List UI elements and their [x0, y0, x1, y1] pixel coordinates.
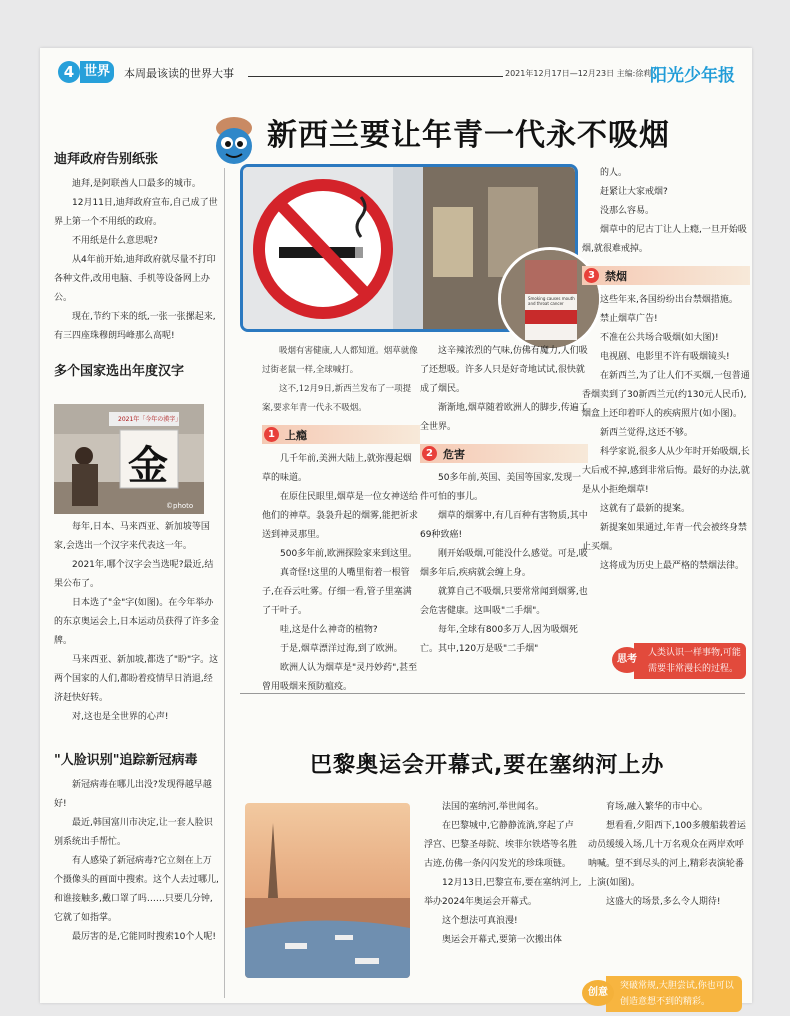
paragraph: 12月13日,巴黎宣布,要在塞纳河上,举办2024年奥运会开幕式。: [424, 878, 582, 907]
think-box: [612, 643, 746, 679]
paragraph: 哇,这是什么神奇的植物?: [280, 625, 378, 635]
paragraph: 在原住民眼里,烟草是一位女神送给他们的神草。袅袅升起的烟雾,能把祈求送到神灵那里。: [262, 492, 418, 540]
section-label: 世界: [80, 61, 114, 83]
mascot-icon: [206, 112, 262, 168]
paragraph: 就算自己不吸烟,只要常常闻到烟雾,也会危害健康。这叫吸"二手烟"。: [420, 587, 588, 616]
paragraph: 的人。: [600, 168, 628, 178]
paragraph: 现在,节约下来的纸,一张一张摞起来,有三四座珠穆朗玛峰那么高呢!: [54, 312, 216, 341]
think-tag: 思考: [612, 647, 642, 673]
article-title-face-id: "人脸识别"追踪新冠病毒: [54, 753, 198, 768]
paragraph: 几千年前,美洲大陆上,就弥漫起烟草的味道。: [262, 454, 412, 483]
paris-col1: [424, 798, 582, 950]
paragraph: 刚开始吸烟,可能没什么感觉。可是,吸烟多年后,疾病就会缠上身。: [420, 549, 588, 578]
paragraph: 法国的塞纳河,举世闻名。: [442, 802, 544, 812]
pack-warning-text: Smoking causes mouth and throat cancer: [528, 296, 575, 306]
paragraph: 不用纸是什么意思呢?: [72, 236, 158, 246]
paragraph: 从4年前开始,迪拜政府就尽量不打印各种文件,改用电脑、手机等设备网上办公。: [54, 255, 216, 303]
section-number: 4: [58, 61, 80, 83]
paragraph: 日本选了"金"字(如图)。在今年举办的东京奥运会上,日本运动员获得了许多金牌。: [54, 598, 219, 646]
paragraph: 这就有了最新的提案。: [600, 504, 691, 514]
article-separator: [240, 693, 745, 694]
paragraph: 每年,全球有800多万人,因为吸烟死亡。其中,120万是吸"二手烟": [420, 625, 578, 654]
paragraph: 在新西兰,为了让人们不买烟,一包普通香烟卖到了30新西兰元(约130元人民币),烟盒上还印着吓人的疾病照片(如小图)。: [582, 371, 750, 419]
subhead-harm: [420, 444, 588, 463]
paragraph: 赶紧让大家戒烟?: [600, 187, 668, 197]
paragraph: 这将成为历史上最严格的禁烟法律。: [600, 561, 745, 571]
header-subtitle: 本周最该读的世界大事: [124, 67, 234, 80]
brand-logo: 阳光少年报: [650, 66, 735, 86]
paris-article-title: 巴黎奥运会开幕式,要在塞纳河上办: [310, 753, 665, 778]
think-text: 人类认识一样事物,可能需要非常漫长的过程。: [634, 643, 746, 679]
hanzi-character: 金: [128, 442, 168, 489]
paragraph: 不准在公共场合吸烟(如大图)!: [600, 333, 719, 343]
paragraph: 马来西亚、新加坡,都选了"盼"字。这两个国家的人们,都盼着疫情早日消退,经济赶快好转。: [54, 655, 219, 703]
paragraph: 渐渐地,烟草随着欧洲人的脚步,传遍了全世界。: [420, 403, 588, 432]
paragraph: 科学家说,很多人从少年时开始吸烟,长大后戒不掉,感到非常后悔。最好的办法,就是从小拒绝烟草!: [582, 447, 750, 495]
main-col1: [262, 342, 420, 697]
article-body-hanzi: [54, 518, 220, 947]
paragraph: 新冠病毒在哪儿出没?发现得越早越好!: [54, 780, 212, 809]
article-body-face-id: [54, 776, 220, 947]
main-col2: [420, 342, 588, 659]
subhead-title: 禁烟: [605, 269, 627, 283]
paragraph: 想看看,夕阳西下,100多艘船载着运动员缓缓入场,几十万名观众在两岸欢呼呐喊。望不到尽头的河上,精彩表演轮番上演(如图)。: [588, 821, 746, 888]
paragraph: 500多年前,欧洲探险家来到这里。: [280, 549, 418, 559]
paragraph: 新西兰觉得,这还不够。: [600, 428, 693, 438]
hanzi-sign: 2021年「今年の漢字」: [118, 416, 182, 423]
creative-tag: 创意: [582, 980, 614, 1006]
paragraph: 这个想法可真浪漫!: [442, 916, 518, 926]
paragraph: 烟草中的尼古丁让人上瘾,一旦开始吸烟,就很难戒掉。: [582, 225, 747, 254]
subhead-number: 3: [584, 268, 599, 283]
paragraph: 每年,日本、马来西亚、新加坡等国家,会选出一个汉字来代表这一年。: [54, 522, 210, 551]
subhead-ban: [582, 266, 750, 285]
paragraph: 这盛大的场景,多么令人期待!: [606, 897, 721, 907]
header-divider: [248, 76, 503, 77]
page-header: [40, 48, 752, 94]
paragraph: 迪拜,是阿联酋人口最多的城市。: [72, 179, 201, 189]
paris-col2: [588, 798, 746, 912]
paragraph: 禁止烟草广告!: [600, 314, 658, 324]
creative-text: 突破常规,大胆尝试,你也可以创造意想不到的精彩。: [606, 976, 742, 1012]
article-title-hanzi: 多个国家选出年度汉字: [54, 364, 185, 379]
paragraph: 最厉害的是,它能同时搜索10个人呢!: [72, 932, 216, 942]
main-article-title: 新西兰要让年青一代永不吸烟: [267, 118, 670, 153]
hanzi-photo: [54, 404, 204, 514]
left-column: [54, 148, 220, 387]
photo-credit: ©photo: [166, 502, 194, 510]
main-col3: [582, 164, 750, 576]
paragraph: 对,这也是全世界的心声!: [72, 712, 169, 722]
paragraph: 这些年来,各国纷纷出台禁烟措施。: [600, 295, 738, 305]
newspaper-page: [40, 48, 752, 1007]
seine-photo: [245, 803, 410, 978]
paragraph: 2021年,哪个汉字会当选呢?最近,结果公布了。: [54, 560, 214, 589]
paragraph: 于是,烟草漂洋过海,到了欧洲。: [280, 644, 403, 654]
subhead-title: 危害: [443, 447, 465, 461]
paragraph: 12月11日,迪拜政府宣布,自己成了世界上第一个不用纸的政府。: [54, 198, 218, 227]
paragraph: 有人感染了新冠病毒?它立刻在上万个摄像头的画面中搜索。这个人去过哪儿,和谁接触多,戴口罩了吗……只要几分钟,它就了如指掌。: [54, 856, 219, 923]
paragraph: 真奇怪!这里的人嘴里衔着一根管子,在吞云吐雾。仔细一看,管子里塞满了干叶子。: [262, 568, 412, 616]
paragraph: 最近,韩国富川市决定,让一套人脸识别系统出手帮忙。: [54, 818, 213, 847]
paragraph: 在巴黎城中,它静静流淌,穿起了卢浮宫、巴黎圣母院、埃菲尔铁塔等名胜古迹,仿佛一条闪闪发光的珍珠项链。: [424, 821, 578, 869]
subhead-number: 2: [422, 446, 437, 461]
article-title-dubai: 迪拜政府告别纸张: [54, 152, 159, 167]
header-date: 2021年12月17日—12月23日 主编:徐莉: [505, 69, 652, 78]
paragraph: 这辛辣浓烈的气味,仿佛有魔力,人们吸了还想吸。许多人只是好奇地试试,很快就成了烟民。: [420, 346, 588, 394]
paragraph: 奥运会开幕式,要第一次搬出体: [442, 935, 562, 945]
paragraph: 新提案如果通过,年青一代会被终身禁止买烟。: [582, 523, 747, 552]
column-divider: [224, 168, 225, 998]
paragraph: 这不,12月9日,新西兰发布了一项提案,要求年青一代永不吸烟。: [262, 384, 412, 413]
subhead-number: 1: [264, 427, 279, 442]
paragraph: 50多年前,英国、美国等国家,发现一件可怕的事儿。: [420, 473, 582, 502]
paragraph: 没那么容易。: [600, 206, 655, 216]
subhead-title: 上瘾: [285, 428, 307, 442]
paragraph: 吸烟有害健康,人人都知道。烟草就像过街老鼠一样,全球喊打。: [262, 346, 418, 375]
paragraph: 育场,融入繁华的市中心。: [606, 802, 708, 812]
paragraph: 欧洲人认为烟草是"灵丹妙药",甚至曾用吸烟来预防瘟疫。: [262, 663, 418, 692]
paragraph: 电视剧、电影里不许有吸烟镜头!: [600, 352, 730, 362]
paragraph: 烟草的烟雾中,有几百种有害物质,其中69种致癌!: [420, 511, 588, 540]
creative-box: [582, 976, 742, 1012]
article-body-dubai: [54, 175, 220, 346]
subhead-addiction: [262, 425, 420, 444]
